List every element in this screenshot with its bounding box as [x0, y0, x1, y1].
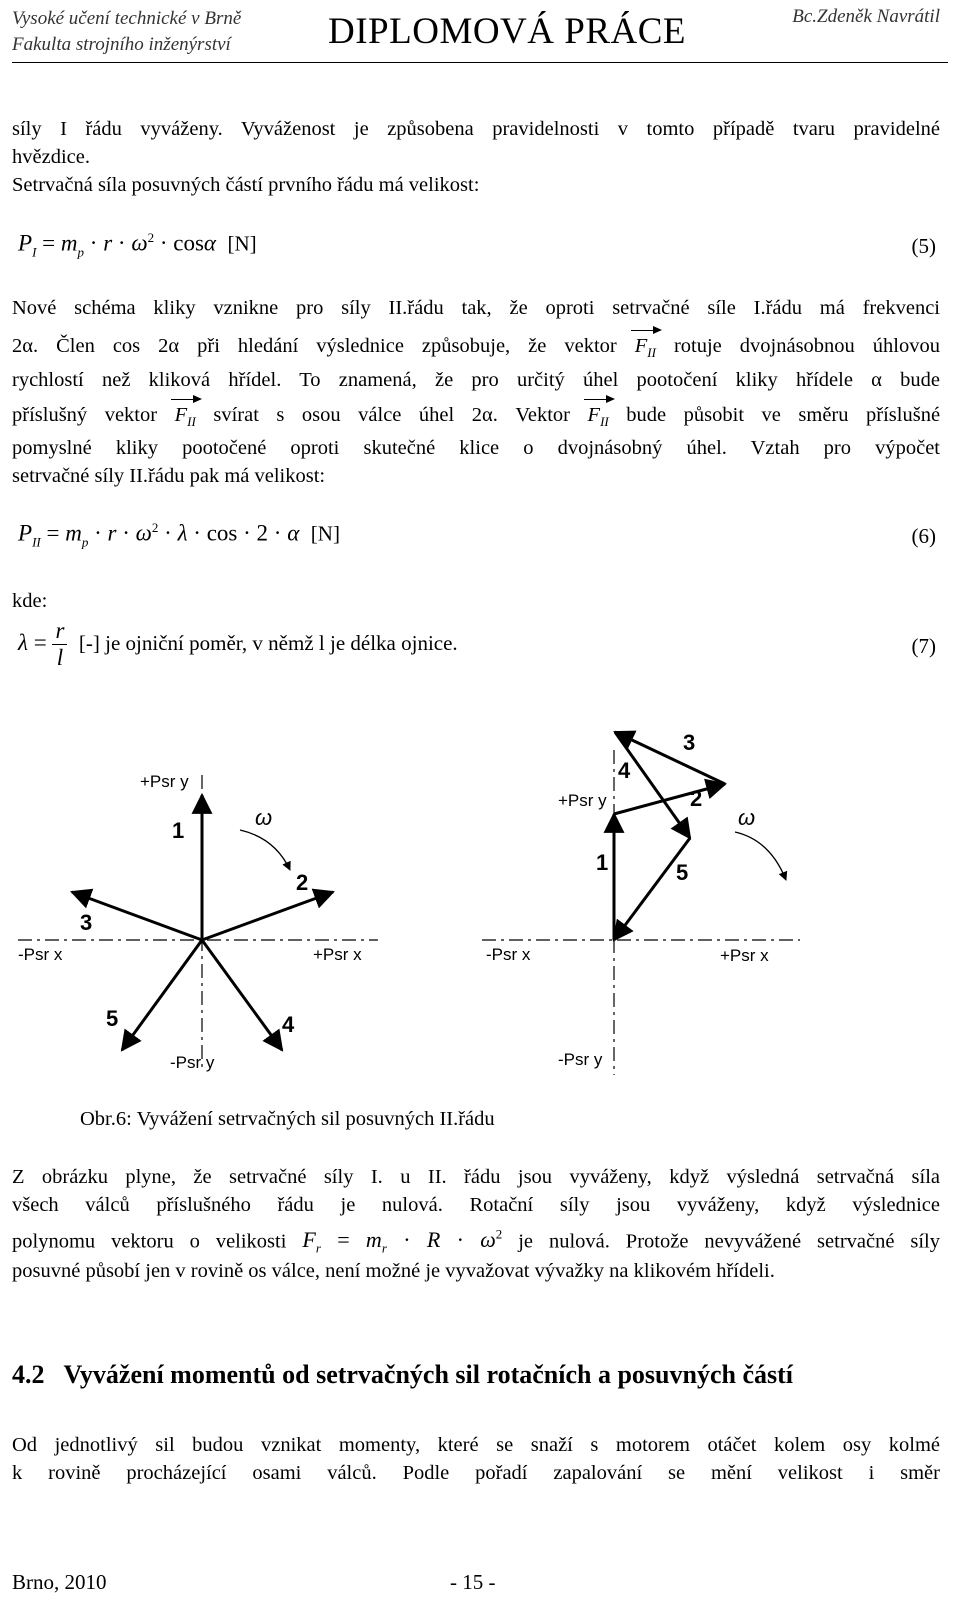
vector-label-3: 3 [683, 730, 696, 755]
paragraph-text: je nulová. Protože nevyvážené setrvačné síly [518, 1230, 940, 1253]
omega-symbol: ω [255, 805, 273, 830]
equation-5: $P_I = m_p \cdot r \cdot \omega^2 \cdot \cos\alpha$ [N] [18, 230, 257, 260]
label-psrx-pos: +Psr x [313, 945, 362, 964]
footer-place-year: Brno, 2010 [12, 1570, 107, 1594]
equation-number: (5) [911, 234, 936, 258]
vector-5 [122, 940, 202, 1050]
label-psrx-pos: +Psr x [720, 946, 769, 965]
rotation-arrow [240, 830, 290, 870]
paragraph-line-with-formula [12, 1222, 940, 1262]
paragraph-text: 2α. Člen cos 2α při hledání výslednice způsobuje, že vektor [12, 335, 617, 357]
vector-label-3: 3 [80, 910, 93, 935]
figure-vector-diagrams [0, 690, 960, 1110]
header-university-block [12, 6, 241, 58]
paragraph-text: příslušný vektor [12, 404, 158, 426]
paragraph-text: polynomu vektoru o velikosti [12, 1230, 287, 1253]
vector-FII: $F_{II}$ [635, 333, 656, 366]
equation-6: $P_{II} = m_p \cdot r \cdot \omega^2 \cdot \lambda \cdot \cos \cdot 2 \cdot \alpha$ [N] [18, 520, 340, 550]
vector-FII: $F_{II}$ [588, 402, 609, 435]
paragraph-line: Z obrázku plyne, že setrvačné síly I. u II. řádu jsou vyváženy, když výsledná setrvačná síla [12, 1166, 940, 1188]
label-psry-pos: +Psr y [558, 791, 607, 810]
paragraph-line: všech válců příslušného řádu je nulová. Rotační síly jsou vyváženy, když výslednice [12, 1194, 940, 1216]
section-heading: 4.2 Vyvážení momentů od setrvačných sil rotačních a posuvných částí [12, 1360, 793, 1389]
vector-5 [614, 838, 690, 940]
vector-label-4: 4 [618, 758, 631, 783]
label-psrx-neg: -Psr x [486, 945, 531, 964]
equation-unit: [N] [227, 231, 257, 256]
vector-label-5: 5 [676, 860, 689, 885]
label-psry-neg: -Psr y [170, 1053, 215, 1072]
vector-3 [615, 732, 725, 784]
formula-Fr: $F_r = m_r \cdot R \cdot \omega^2$ [302, 1227, 503, 1256]
paragraph-line: Nové schéma kliky vznikne pro síly II.řádu tak, že oproti setrvačné síle I.řádu má frekvenci [12, 297, 940, 319]
equation-unit: [N] [310, 521, 340, 546]
vector-FII: $F_{II}$ [175, 402, 196, 435]
header-divider [12, 62, 948, 63]
vector-4 [202, 940, 282, 1050]
paragraph-text: svírat s osou válce úhel 2α. Vektor [213, 404, 571, 426]
vector-label-5: 5 [106, 1006, 119, 1031]
paragraph-line-with-vector [12, 402, 940, 435]
label-psry-neg: -Psr y [558, 1050, 603, 1069]
footer-page-number: - 15 - [450, 1570, 496, 1594]
figure-caption: Obr.6: Vyvážení setrvačných sil posuvných II.řádu [80, 1108, 495, 1130]
omega-symbol: ω [738, 805, 756, 830]
vector-4 [615, 732, 690, 838]
paragraph-line: Setrvačná síla posuvných částí prvního řádu má velikost: [12, 174, 480, 196]
equation-7: λ = $\frac{r}{l}$ [-] je ojniční poměr, v němž l je délka ojnice. [18, 618, 458, 670]
paragraph-line: pomyslné kliky pootočené oproti skutečné klice o dvojnásobný úhel. Vztah pro výpočet [12, 437, 940, 459]
paragraph-line: posuvné působí jen v rovině os válce, není možné je vyvažovat vývažky na klikovém hřídeli. [12, 1260, 775, 1282]
paragraph-line-with-vector [12, 333, 940, 366]
vector-label-1: 1 [596, 850, 609, 875]
kde-label: kde: [12, 590, 48, 612]
label-psry-pos: +Psr y [140, 772, 189, 791]
paragraph-line: rychlostí než kliková hřídel. To znamená, že pro určitý úhel pootočení kliky hřídele α bude [12, 369, 940, 391]
paragraph-text: bude působit ve směru příslušné [626, 404, 941, 426]
rotation-arrow [735, 832, 786, 880]
vector-2 [202, 892, 333, 940]
vector-label-2: 2 [296, 870, 309, 895]
equation-number: (6) [911, 524, 936, 548]
fraction-r-over-l: $\frac{r}{l}$ [52, 618, 67, 671]
paragraph-text: rotuje dvojnásobnou úhlovou [673, 335, 940, 357]
vector-label-2: 2 [690, 786, 703, 811]
equation-7-text: [-] je ojniční poměr, v němž l je délka ojnice. [78, 630, 458, 655]
paragraph-line: Od jednotlivý sil budou vznikat momenty, které se snaží s motorem otáčet kolem osy kolmé [12, 1434, 940, 1456]
header-faculty: Fakulta strojního inženýrství [12, 34, 231, 55]
right-diagram [482, 732, 800, 1075]
equation-number: (7) [911, 634, 936, 658]
paragraph-line: setrvačné síly II.řádu pak má velikost: [12, 465, 326, 487]
label-psrx-neg: -Psr x [18, 945, 63, 964]
vector-label-1: 1 [172, 818, 185, 843]
paragraph-line: k rovině procházející osami válců. Podle pořadí zapalování se mění velikost i směr [12, 1462, 940, 1484]
header-title: DIPLOMOVÁ PRÁCE [328, 11, 687, 52]
left-diagram [18, 775, 378, 1070]
paragraph-line: síly I řádu vyváženy. Vyváženost je způsobena pravidelnosti v tomto případě tvaru pravidelné [12, 118, 940, 140]
header-university: Vysoké učení technické v Brně [12, 8, 242, 29]
paragraph-line: hvězdice. [12, 146, 90, 168]
vector-label-4: 4 [282, 1012, 295, 1037]
header-author: Bc.Zdeněk Navrátil [792, 6, 940, 27]
